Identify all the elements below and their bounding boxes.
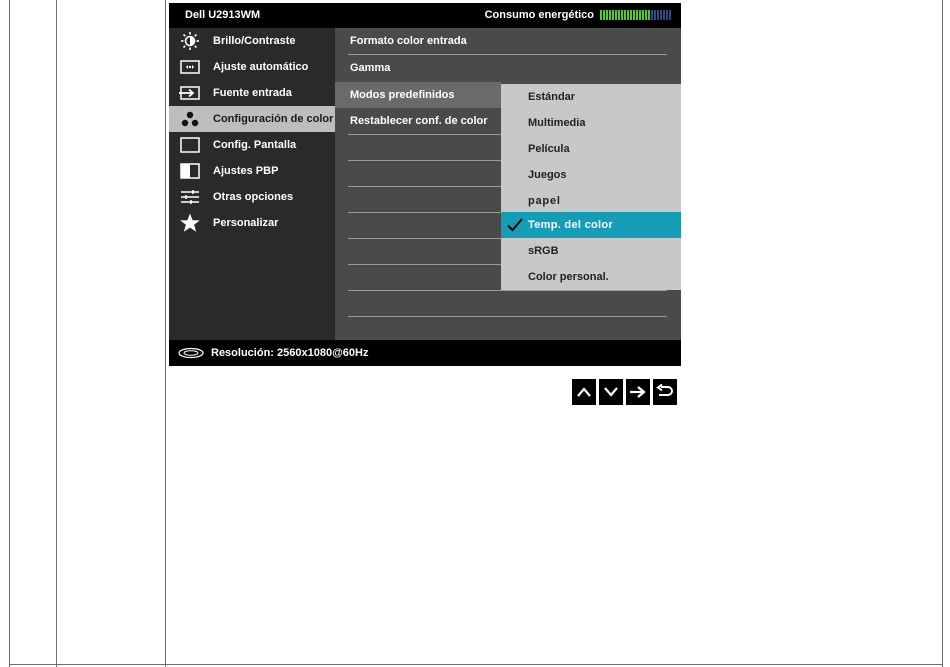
preset-movie[interactable]: Película xyxy=(528,143,570,155)
arrow-right-icon xyxy=(629,384,647,400)
energy-meter xyxy=(485,9,671,21)
status-bar xyxy=(169,340,681,366)
energy-bar-segment xyxy=(621,10,623,20)
energy-bar-segment xyxy=(612,10,614,20)
resolution-icon xyxy=(177,347,205,359)
separator xyxy=(348,186,501,187)
osd-menu xyxy=(169,3,681,366)
energy-bar-segment xyxy=(651,10,653,20)
menu-item-input-source[interactable] xyxy=(169,80,335,106)
energy-bar-segment xyxy=(627,10,629,20)
energy-bar-segment xyxy=(624,10,626,20)
brightness-icon xyxy=(177,32,203,50)
down-button[interactable] xyxy=(599,379,623,405)
separator xyxy=(348,134,501,135)
frame-line-3 xyxy=(165,0,166,667)
menu-item-pbp-settings[interactable] xyxy=(169,158,335,184)
submenu-item-label: Restablecer conf. de color xyxy=(350,115,488,127)
star-icon xyxy=(177,214,203,232)
energy-bar-segment xyxy=(630,10,632,20)
preset-modes-list xyxy=(501,84,681,290)
frame-line-2 xyxy=(56,0,57,667)
pbp-settings-icon xyxy=(177,162,203,180)
energy-bar-segment xyxy=(603,10,605,20)
energy-bar-segment xyxy=(633,10,635,20)
input-source-icon xyxy=(177,84,203,102)
submenu-item-label: Gamma xyxy=(350,62,391,74)
separator xyxy=(348,212,501,213)
submenu-item-gamma[interactable] xyxy=(335,55,681,81)
preset-multimedia[interactable]: Multimedia xyxy=(528,117,586,129)
other-settings-icon xyxy=(177,188,203,206)
monitor-model: Dell U2913WM xyxy=(185,9,261,21)
frame-line-right xyxy=(942,0,943,667)
preset-color-temp[interactable]: Temp. del color xyxy=(501,212,681,238)
submenu-item-label: Formato color entrada xyxy=(350,35,467,47)
energy-bar-segment xyxy=(618,10,620,20)
energy-bar-segment xyxy=(642,10,644,20)
arrow-up-icon xyxy=(576,384,592,400)
menu-item-label: Otras opciones xyxy=(213,191,294,203)
arrow-down-icon xyxy=(603,384,619,400)
energy-bar-segment xyxy=(648,10,650,20)
frame-line-left xyxy=(9,0,10,667)
menu-item-personalize[interactable] xyxy=(169,210,335,236)
energy-bar-segment xyxy=(657,10,659,20)
preset-custom-color[interactable]: Color personal. xyxy=(528,271,609,283)
energy-bar-segment xyxy=(666,10,668,20)
separator xyxy=(348,160,501,161)
back-button[interactable] xyxy=(653,379,677,405)
checkmark-icon xyxy=(506,217,524,233)
separator xyxy=(348,316,667,317)
preset-game[interactable]: Juegos xyxy=(528,169,567,181)
auto-adjust-icon xyxy=(177,58,203,76)
menu-item-color-settings[interactable] xyxy=(169,106,335,132)
energy-bar-segment xyxy=(654,10,656,20)
energy-bar-segment xyxy=(669,10,671,20)
preset-srgb[interactable]: sRGB xyxy=(528,245,559,257)
resolution-text: Resolución: 2560x1080@60Hz xyxy=(211,347,369,359)
menu-item-label: Ajuste automático xyxy=(213,61,309,73)
energy-label: Consumo energético xyxy=(484,9,594,21)
energy-bar-segment xyxy=(639,10,641,20)
preset-standard[interactable]: Estándar xyxy=(528,91,576,103)
up-button[interactable] xyxy=(572,379,596,405)
enter-button[interactable] xyxy=(626,379,650,405)
separator xyxy=(348,238,501,239)
menu-item-display-settings[interactable] xyxy=(169,132,335,158)
return-icon xyxy=(656,384,674,400)
energy-bar-segment xyxy=(615,10,617,20)
energy-bars xyxy=(600,10,671,20)
submenu-item-label: Modos predefinidos xyxy=(350,89,455,101)
display-settings-icon xyxy=(177,136,203,154)
energy-bar-segment xyxy=(606,10,608,20)
separator xyxy=(348,264,501,265)
menu-item-label: Fuente entrada xyxy=(213,87,292,99)
main-menu xyxy=(169,28,335,340)
menu-item-label: Config. Pantalla xyxy=(213,139,297,151)
frame-line-bottom xyxy=(9,664,943,665)
energy-bar-segment xyxy=(660,10,662,20)
menu-item-label: Brillo/Contraste xyxy=(213,35,296,47)
energy-bar-segment xyxy=(663,10,665,20)
energy-bar-segment xyxy=(600,10,602,20)
separator xyxy=(348,290,667,291)
preset-paper[interactable]: papel xyxy=(528,195,561,207)
osd-nav-buttons xyxy=(572,379,677,405)
color-settings-icon xyxy=(177,110,203,128)
menu-item-brightness-contrast[interactable] xyxy=(169,28,335,54)
submenu-item-preset-modes[interactable] xyxy=(335,82,501,108)
submenu-item-reset-color-settings[interactable] xyxy=(335,108,501,134)
energy-bar-segment xyxy=(609,10,611,20)
menu-item-auto-adjust[interactable] xyxy=(169,54,335,80)
menu-item-other-settings[interactable] xyxy=(169,184,335,210)
energy-bar-segment xyxy=(636,10,638,20)
menu-item-label: Configuración de color xyxy=(213,113,334,125)
osd-title-bar xyxy=(169,3,681,28)
menu-item-label: Ajustes PBP xyxy=(213,165,279,177)
submenu-item-input-color-format[interactable] xyxy=(335,28,681,54)
menu-item-label: Personalizar xyxy=(213,217,279,229)
energy-bar-segment xyxy=(645,10,647,20)
